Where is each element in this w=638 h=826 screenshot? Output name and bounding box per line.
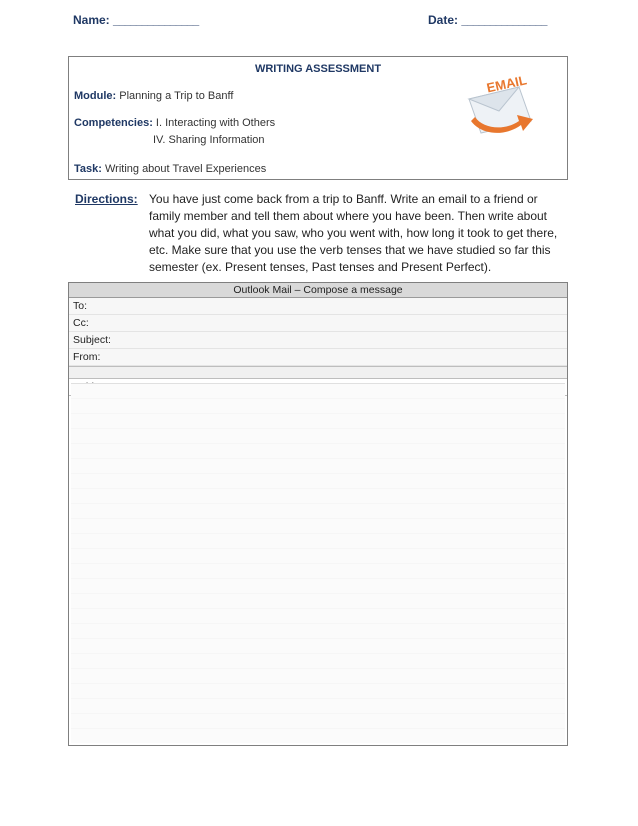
date-field <box>428 13 546 27</box>
compose-message-box <box>68 282 568 746</box>
directions-text: You have just come back from a trip to Banff. Write an email to a friend or family member and tell them about where you have been. Then write about what you did, what you saw, who you went with, how long it took to get there, etc. Make sure that you use the verb tenses that we have studied so far this semester (ex. Present tenses, Past tenses and Present Perfect). <box>149 192 558 274</box>
subject-field[interactable]: Subject: <box>69 332 567 349</box>
from-field[interactable]: From: <box>69 349 567 366</box>
divider-bar <box>69 366 567 379</box>
task-label: Task: <box>74 163 102 175</box>
email-icon-text: EMAIL <box>485 72 528 96</box>
date-blank[interactable]: _______________ <box>461 13 547 27</box>
directions-label: Directions: <box>75 192 138 206</box>
competencies-label: Competencies: <box>74 117 153 129</box>
competency-1: I. Interacting with Others <box>155 117 276 129</box>
module-label: Module: <box>74 90 117 102</box>
name-label: Name: <box>73 13 110 27</box>
assessment-title: WRITING ASSESSMENT <box>254 63 382 75</box>
competencies-row <box>74 117 275 129</box>
date-label: Date: <box>428 13 459 27</box>
to-field[interactable]: To: <box>69 298 567 315</box>
module-row <box>74 90 233 102</box>
task-row <box>74 163 266 175</box>
name-blank[interactable]: _______________ <box>113 13 199 27</box>
module-value: Planning a Trip to Banff <box>119 90 234 102</box>
email-envelope-icon <box>459 69 549 139</box>
competency-2: IV. Sharing Information <box>153 134 265 146</box>
assessment-box <box>68 56 568 180</box>
compose-title: Outlook Mail – Compose a message <box>69 283 567 298</box>
cc-field[interactable]: Cc: <box>69 315 567 332</box>
message-body-area[interactable] <box>71 383 565 743</box>
name-field <box>73 13 198 27</box>
task-value: Writing about Travel Experiences <box>104 163 267 175</box>
